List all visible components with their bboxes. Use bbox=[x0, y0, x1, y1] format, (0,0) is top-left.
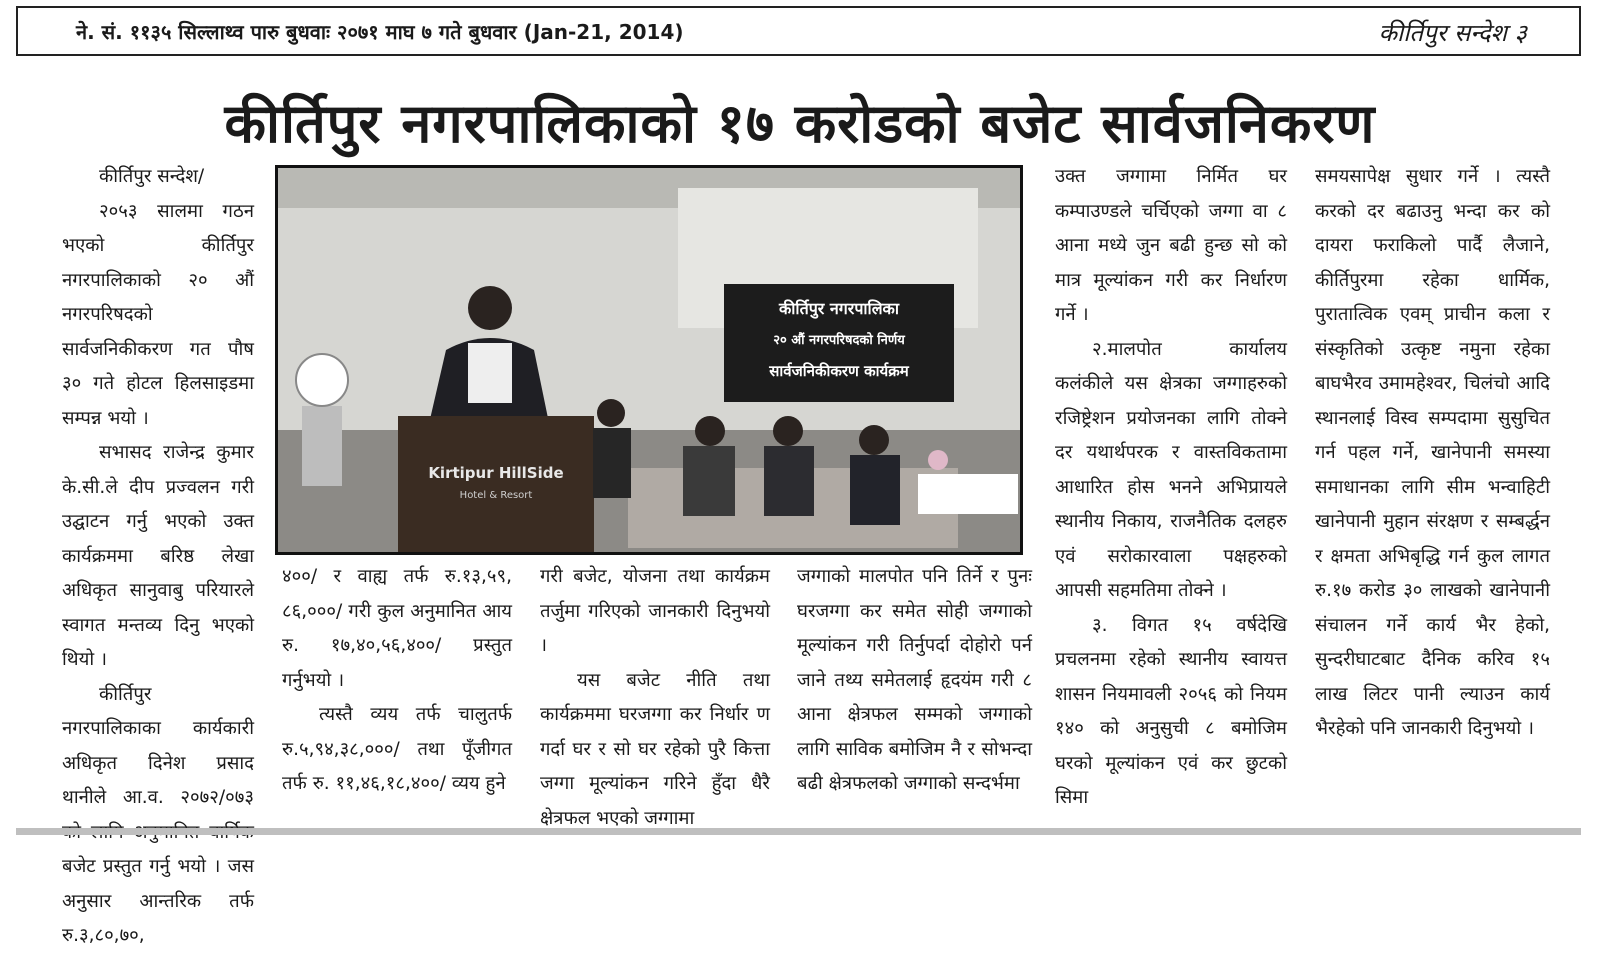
article-paragraph: सभासद राजेन्द्र कुमार के.सी.ले दीप प्रज्वलन गरी उद्घाटन गर्नु भएको उक्त कार्यक्रममा बरिष्ठ लेखा अधिकृत सानुवाबु परियारले स्वागत मन्तव्य दिनु भएको थियो । bbox=[62, 442, 254, 670]
banner-line-3: सार्वजनिकीकरण कार्यक्रम bbox=[769, 362, 909, 380]
article-dateline: कीर्तिपुर सन्देश/ bbox=[99, 166, 205, 187]
podium-name: Kirtipur HillSide bbox=[428, 464, 564, 482]
podium-subtitle: Hotel & Resort bbox=[459, 490, 533, 501]
article-column-4 bbox=[797, 560, 1032, 830]
article-column-1 bbox=[62, 160, 254, 946]
article-column-5 bbox=[1055, 160, 1287, 830]
event-photo bbox=[275, 165, 1023, 555]
speaker-head bbox=[468, 286, 512, 330]
issue-date-line: ने. सं. ११३५ सिल्लाथ्व पारु बुधवाः २०७१ माघ ७ गते बुधवार (Jan-21, 2014) bbox=[76, 20, 684, 44]
article-headline: कीर्तिपुर नगरपालिकाको १७ करोडको बजेट सार्वजनिकरण bbox=[224, 92, 1376, 155]
article-paragraph: ३. विगत १५ वर्षदेखि प्रचलनमा रहेको स्थानीय स्वायत्त शासन नियमावली २०५६ को नियम १४० को अनुसुची ८ बमोजिम घरको मूल्यांकन एवं कर छुटको सिमा bbox=[1055, 614, 1287, 808]
article-paragraph: जग्गाको मालपोत पनि तिर्ने र पुनः घरजग्गा कर समेत सोही जग्गाको मूल्यांकन गरी तिर्नुपर्दा दोहोरो पर्न जाने तथ्य समेतलाई हृदयंम गरी ८ आना क्षेत्रफल सम्मको जग्गाको लागि साविक बमोजिम नै र सोभन्दा बढी क्षेत्रफलको जग्गाको सन्दर्भमा bbox=[797, 566, 1032, 794]
article-paragraph: २०५३ सालमा गठन भएको कीर्तिपुर नगरपालिकाको २० औं नगरपरिषदको सार्वजनिकीकरण गत पौष ३० गते होटल हिलसाइडमा सम्पन्न भयो । bbox=[62, 200, 254, 429]
banner-line-1: कीर्तिपुर नगरपालिका bbox=[779, 299, 899, 318]
article-paragraph: त्यस्तै व्यय तर्फ चालुतर्फ रु.५,९४,३८,०००/ तथा पूँजीगत तर्फ रु. ११,४६,१८,४००/ व्यय हुने bbox=[282, 704, 512, 794]
page-label: कीर्तिपुर सन्देश ३ bbox=[1378, 19, 1527, 47]
podium bbox=[398, 416, 594, 552]
article-paragraph: कीर्तिपुर नगरपालिकाका कार्यकारी अधिकृत दिनेश प्रसाद थानीले आ.व. २०७२/०७३ बजेट प्रस्तुत गर्नु भयो । जस अनुसार आन्तरिक तर्फ रु.३,८०,७०, bbox=[62, 683, 254, 946]
fan bbox=[302, 406, 342, 486]
article-paragraph: समयसापेक्ष सुधार गर्ने । त्यस्तै करको दर बढाउनु भन्दा कर को दायरा फराकिलो पार्दै लैजाने, कीर्तिपुरमा रहेका धार्मिक, पुरातात्विक एवम् प्राचीन कला र संस्कृतिको उत्कृष्ट नमुना रहेका बाघभैरव उमामहेश्वर, चिलंचो आदि स्थानलाई विस्व सम्पदामा सुसुचित गर्न पहल गर्ने, खानेपानी समस्या समाधानका लागि सीम भन्वाहिटी खानेपानी मुहान संरक्षण र सम्बर्द्धन र क्षमता अभिबृद्धि गर्न कुल लागत रु.१७ करोड ३० लाखको खानेपानी संचालन गर्ने कार्य भैर हेको, सुन्दरीघाटबाट दैनिक करिव १५ लाख लिटर पानी ल्याउन कार्य भैरहेको पनि जानकारी दिनुभयो । bbox=[1315, 166, 1550, 739]
event-photo-illustration bbox=[278, 168, 1020, 552]
bottom-divider bbox=[16, 828, 1581, 835]
article-paragraph: उक्त जग्गामा निर्मित घर कम्पाउण्डले चर्चिएको जग्गा वा ८ आना मध्ये जुन बढी हुन्छ सो को मात्र मूल्यांकन गरी कर निर्धारण गर्ने । bbox=[1055, 166, 1287, 325]
article-column-2 bbox=[282, 560, 512, 830]
masthead bbox=[16, 6, 1581, 56]
article-column-3 bbox=[540, 560, 770, 830]
article-paragraph: २.मालपोत कार्यालय कलंकीले यस क्षेत्रका जग्गाहरुको रजिष्ट्रेशन प्रयोजनका लागि तोक्ने दर यथार्थपरक र वास्तविकतामा आधारित होस भनने अभिप्रायले स्थानीय निकाय, राजनैतिक दलहरु एवं सरोकारवाला पक्षहरुको आपसी सहमतिमा तोक्ने । bbox=[1055, 338, 1287, 601]
banner-line-2: २० औं नगरपरिषदको निर्णय bbox=[773, 333, 905, 348]
article-paragraph: ४००/ र वाह्य तर्फ रु.१३,५९, ८६,०००/ गरी कुल अनुमानित आय रु. १७,४०,५६,४००/ प्रस्तुत गर्नुभयो । bbox=[282, 566, 512, 691]
article-paragraph: गरी बजेट, योजना तथा कार्यक्रम तर्जुमा गरिएको जानकारी दिनुभयो । bbox=[540, 566, 770, 656]
article-paragraph: यस बजेट नीति तथा कार्यक्रममा घरजग्गा कर निर्धार ण गर्दा घर र सो घर रहेको पुरै कित्ता जग्गा मूल्यांकन गरिने हुँदा धैरै क्षेत्रफल भएको जग्गामा bbox=[540, 669, 770, 829]
article-column-6 bbox=[1315, 160, 1550, 830]
